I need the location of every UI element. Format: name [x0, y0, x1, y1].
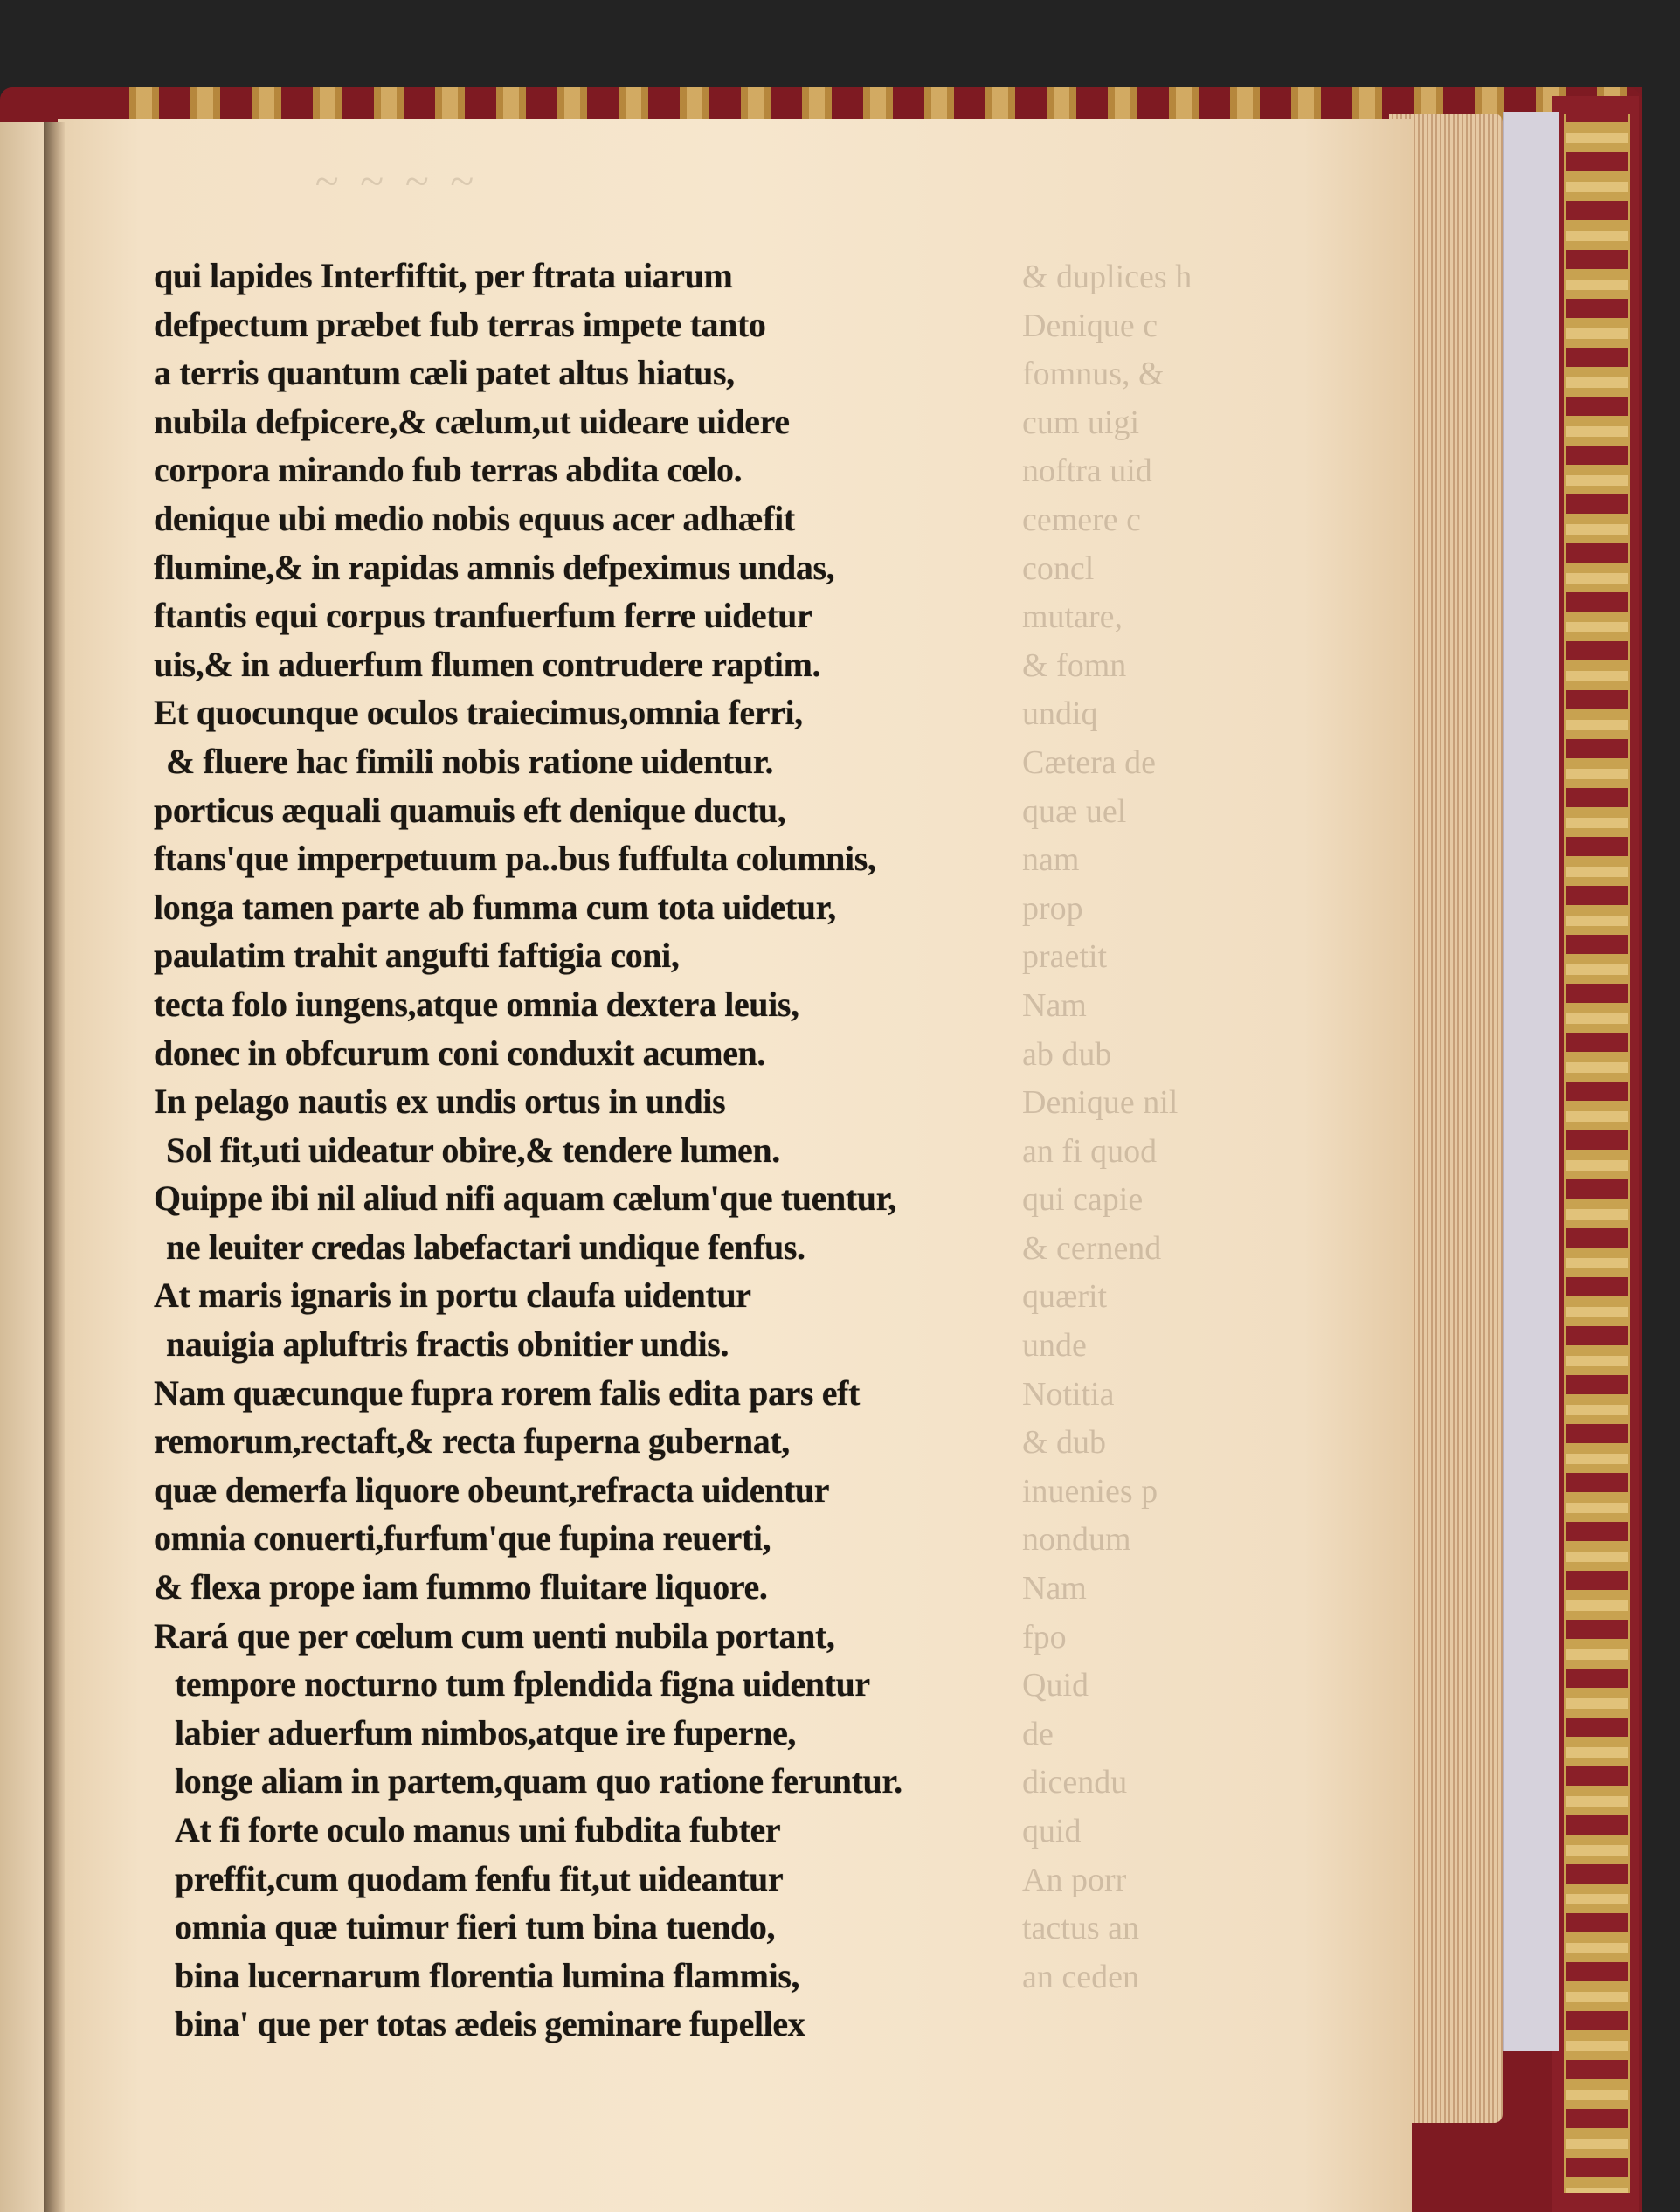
text-line: At maris ignaris in portu claufa uidentur: [154, 1275, 751, 1316]
text-line: Nam quæcunque fupra rorem falis edita pars eft: [154, 1372, 860, 1413]
text-line: & flexa prope iam fummo fluitare liquore.: [154, 1567, 768, 1607]
text-line: donec in obfcurum coni conduxit acumen.: [154, 1033, 766, 1073]
text-line: nauigia apluftris fractis obnitier undis.: [166, 1324, 729, 1365]
text-line: nubila defpicere,& cælum,ut uideare uidere: [154, 401, 790, 441]
text-line: At fi forte oculo manus uni fubdita fubter: [175, 1810, 781, 1849]
text-line: omnia quæ tuimur fieri tum bina tuendo,: [175, 1907, 776, 1947]
text-line: flumine,& in rapidas amnis defpeximus undas,: [154, 547, 835, 587]
text-line: qui lapides Interfiftit, per ftrata uiarum: [154, 256, 733, 295]
endpaper: [1503, 112, 1559, 2051]
text-line: porticus æquali quamuis eft denique ductu,: [154, 790, 786, 830]
text-line: labier aduerfum nimbos,atque ire fuperne,: [175, 1712, 797, 1752]
text-line: a terris quantum cæli patet altus hiatus,: [154, 353, 735, 393]
gilt-border-right: [1564, 114, 1630, 2193]
text-line: preffit,cum quodam fenfu fit,ut uideantur: [175, 1858, 784, 1898]
text-line: corpora mirando fub terras abdita cœlo.: [154, 450, 743, 490]
show-through-text: & duplices h Denique c fomnus, & cum uigi noftra uid cemere c concl mutare, & fomn undiq Cætera de quæ uel nam prop praetit Nam ab dub Denique nil an fi quod qui capie & cernend quærit unde Notitia & dub inuenies p nondum Nam fpo Quid de dicendu quid An porr tactus an an ceden: [1022, 259, 1193, 1995]
verso-page-edge: [0, 122, 49, 2212]
text-line: uis,& in aduerfum flumen contrudere raptim.: [154, 644, 821, 684]
text-line: denique ubi medio nobis equus acer adhæfit: [154, 498, 795, 538]
page-text: [154, 252, 1080, 2049]
text-line: paulatim trahit angufti faftigia coni,: [154, 936, 680, 976]
text-line: ftantis equi corpus tranfuerfum ferre uidetur: [154, 596, 812, 636]
text-line: Rará que per cœlum cum uenti nubila portant,: [154, 1615, 835, 1656]
text-line: Sol fit,uti uideatur obire,& tendere lumen.: [166, 1130, 780, 1170]
text-line: Et quocunque oculos traiecimus,omnia ferri,: [154, 693, 803, 733]
show-through-heading: ~ ~ ~ ~: [315, 156, 479, 205]
text-line: remorum,rectaft,& recta fuperna gubernat,: [154, 1421, 790, 1462]
text-line: bina' que per totas ædeis geminare fupellex: [175, 2004, 805, 2044]
text-line: omnia conuerti,furfum'que fupina reuerti,: [154, 1518, 771, 1559]
text-line: Quippe ibi nil aliud nifi aquam cælum'que tuentur,: [154, 1179, 896, 1219]
gutter-shadow: [44, 122, 65, 2212]
text-line: tempore nocturno tum fplendida figna uidentur: [175, 1664, 870, 1704]
text-line: longe aliam in partem,quam quo ratione feruntur.: [175, 1761, 902, 1801]
text-line: longa tamen parte ab fumma cum tota uidetur,: [154, 887, 836, 927]
text-line: defpectum præbet fub terras impete tanto: [154, 304, 766, 344]
text-line: bina lucernarum florentia lumina flammis,: [175, 1955, 800, 1995]
text-line: In pelago nautis ex undis ortus in undis: [154, 1082, 726, 1122]
text-line: & fluere hac fimili nobis ratione uidentur.: [166, 741, 774, 781]
text-line: quæ demerfa liquore obeunt,refracta uidentur: [154, 1469, 830, 1510]
text-line: tecta folo iungens,atque omnia dextera leuis,: [154, 984, 799, 1024]
text-line: ftans'que imperpetuum pa..bus fuffulta columnis,: [154, 839, 876, 879]
text-line: ne leuiter credas labefactari undique fenfus.: [166, 1227, 805, 1267]
